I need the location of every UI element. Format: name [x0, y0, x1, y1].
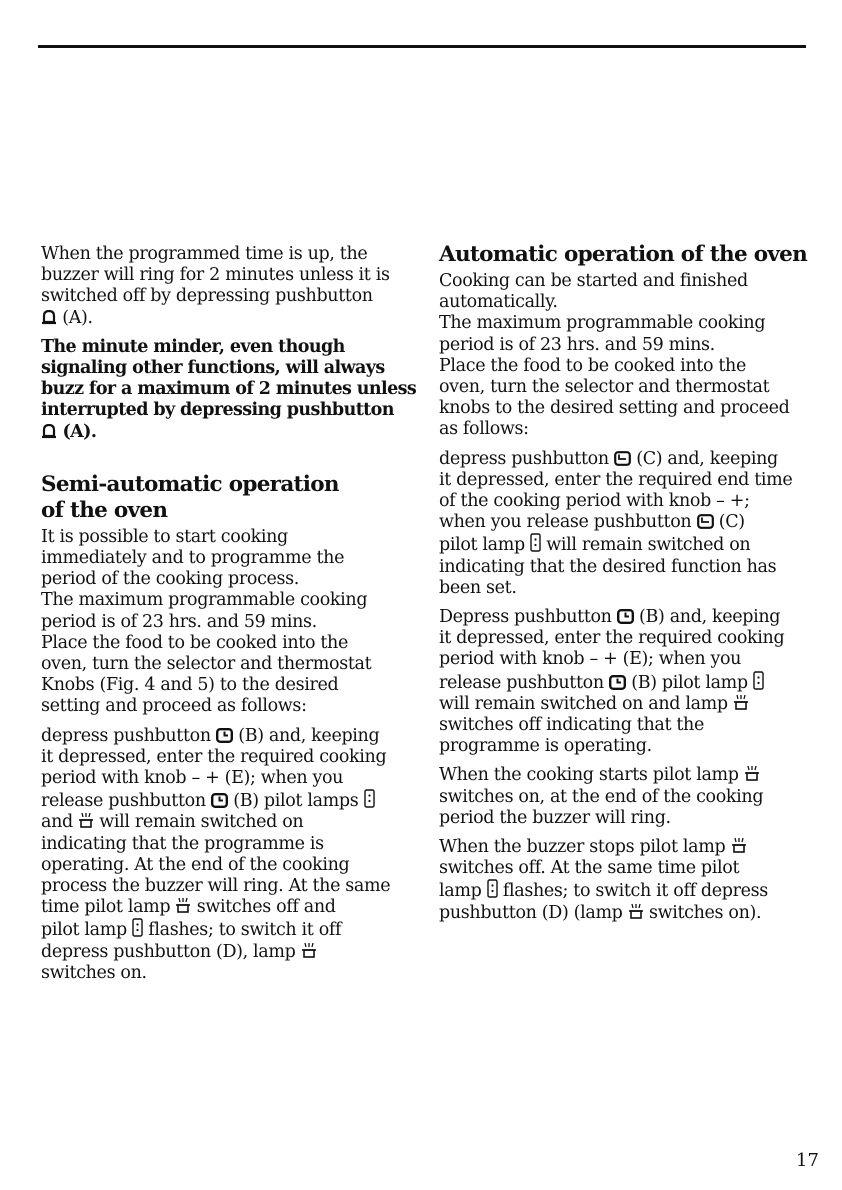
semi-automatic-heading: Semi-automatic operation of the oven [41, 471, 339, 523]
automatic-intro: Cooking can be started and finished automatically. The maximum programmable cooking period is of 23 hrs. and 59 mins. Place the food to be cooked into the oven, turn the selector and thermostat knobs to the desired setting and proceed as follows: [439, 271, 790, 440]
bell-icon [41, 424, 57, 439]
display-lamp-icon [364, 789, 375, 808]
semi-automatic-intro: It is possible to start cooking immediately and to programme the period of the cooking process. The maximum programmable cooking period is of 23 hrs. and 59 mins. Place the food to be cooked into the oven, turn the selector and thermostat Knobs (Fig. 4 and 5) to the desired setting and proceed as follows: [41, 526, 372, 717]
buzzer-paragraph: When the programmed time is up, the buzzer will ring for 2 minutes unless it is switched off by depressing pushbutton (A). [41, 244, 390, 328]
display-lamp-icon [132, 918, 143, 937]
cooking-pot-icon [78, 812, 94, 829]
end-time-steps: depress pushbutton (C) and, keeping it depressed, enter the required end time of the cooking period with knob – +; when you release pushbutton (C) pilot lamp will remain switched on indicating that the desired function has been set. [439, 448, 793, 598]
right-column [439, 244, 824, 932]
automatic-heading: Automatic operation of the oven [439, 242, 808, 267]
cooking-pot-icon [628, 903, 644, 920]
buzzer-stops-paragraph: When the buzzer stops pilot lamp switches off. At the same time pilot lamp flashes; to switch it off depress pushbutton (D) (lamp switches on). [439, 837, 768, 923]
cooking-start-paragraph: When the cooking starts pilot lamp switches on, at the end of the cooking period the buzzer will ring. [439, 765, 764, 828]
clock-icon [617, 609, 634, 624]
page-number: 17 [796, 1150, 819, 1171]
semi-automatic-steps: depress pushbutton (B) and, keeping it depressed, enter the required cooking period with knob – + (E); when you release pushbutton (B) pilot lamps and will remain switched on indicating that the programme is operating. At the end of the cooking process the buzzer will ring. At the same time pilot lamp switches off and pilot lamp flashes; to switch it off depress pushbutton (D), lamp switches on. [41, 725, 391, 983]
display-lamp-icon [530, 533, 541, 552]
cooking-pot-icon [733, 694, 749, 711]
cooking-pot-icon [301, 942, 317, 959]
end-time-clock-icon [697, 514, 714, 529]
left-column [41, 244, 416, 992]
end-time-clock-icon [614, 451, 631, 466]
cooking-pot-icon [175, 897, 191, 914]
display-lamp-icon [487, 879, 498, 898]
cooking-pot-icon [731, 837, 747, 854]
clock-icon [211, 793, 228, 808]
display-lamp-icon [753, 671, 764, 690]
cooking-period-steps: Depress pushbutton (B) and, keeping it depressed, enter the required cooking period with knob – + (E); when you release pushbutton (B) pilot lamp will remain switched on and lamp switches off indicating that the programme is operating. [439, 607, 785, 757]
top-rule [38, 45, 806, 48]
bell-icon [41, 310, 57, 325]
minute-minder-note: The minute minder, even though signaling other functions, will always buzz for a maximum of 2 minutes unless interrupted by depressing pushbutton (A). [41, 336, 417, 442]
cooking-pot-icon [744, 765, 760, 782]
clock-icon [216, 728, 233, 743]
clock-icon [609, 675, 626, 690]
